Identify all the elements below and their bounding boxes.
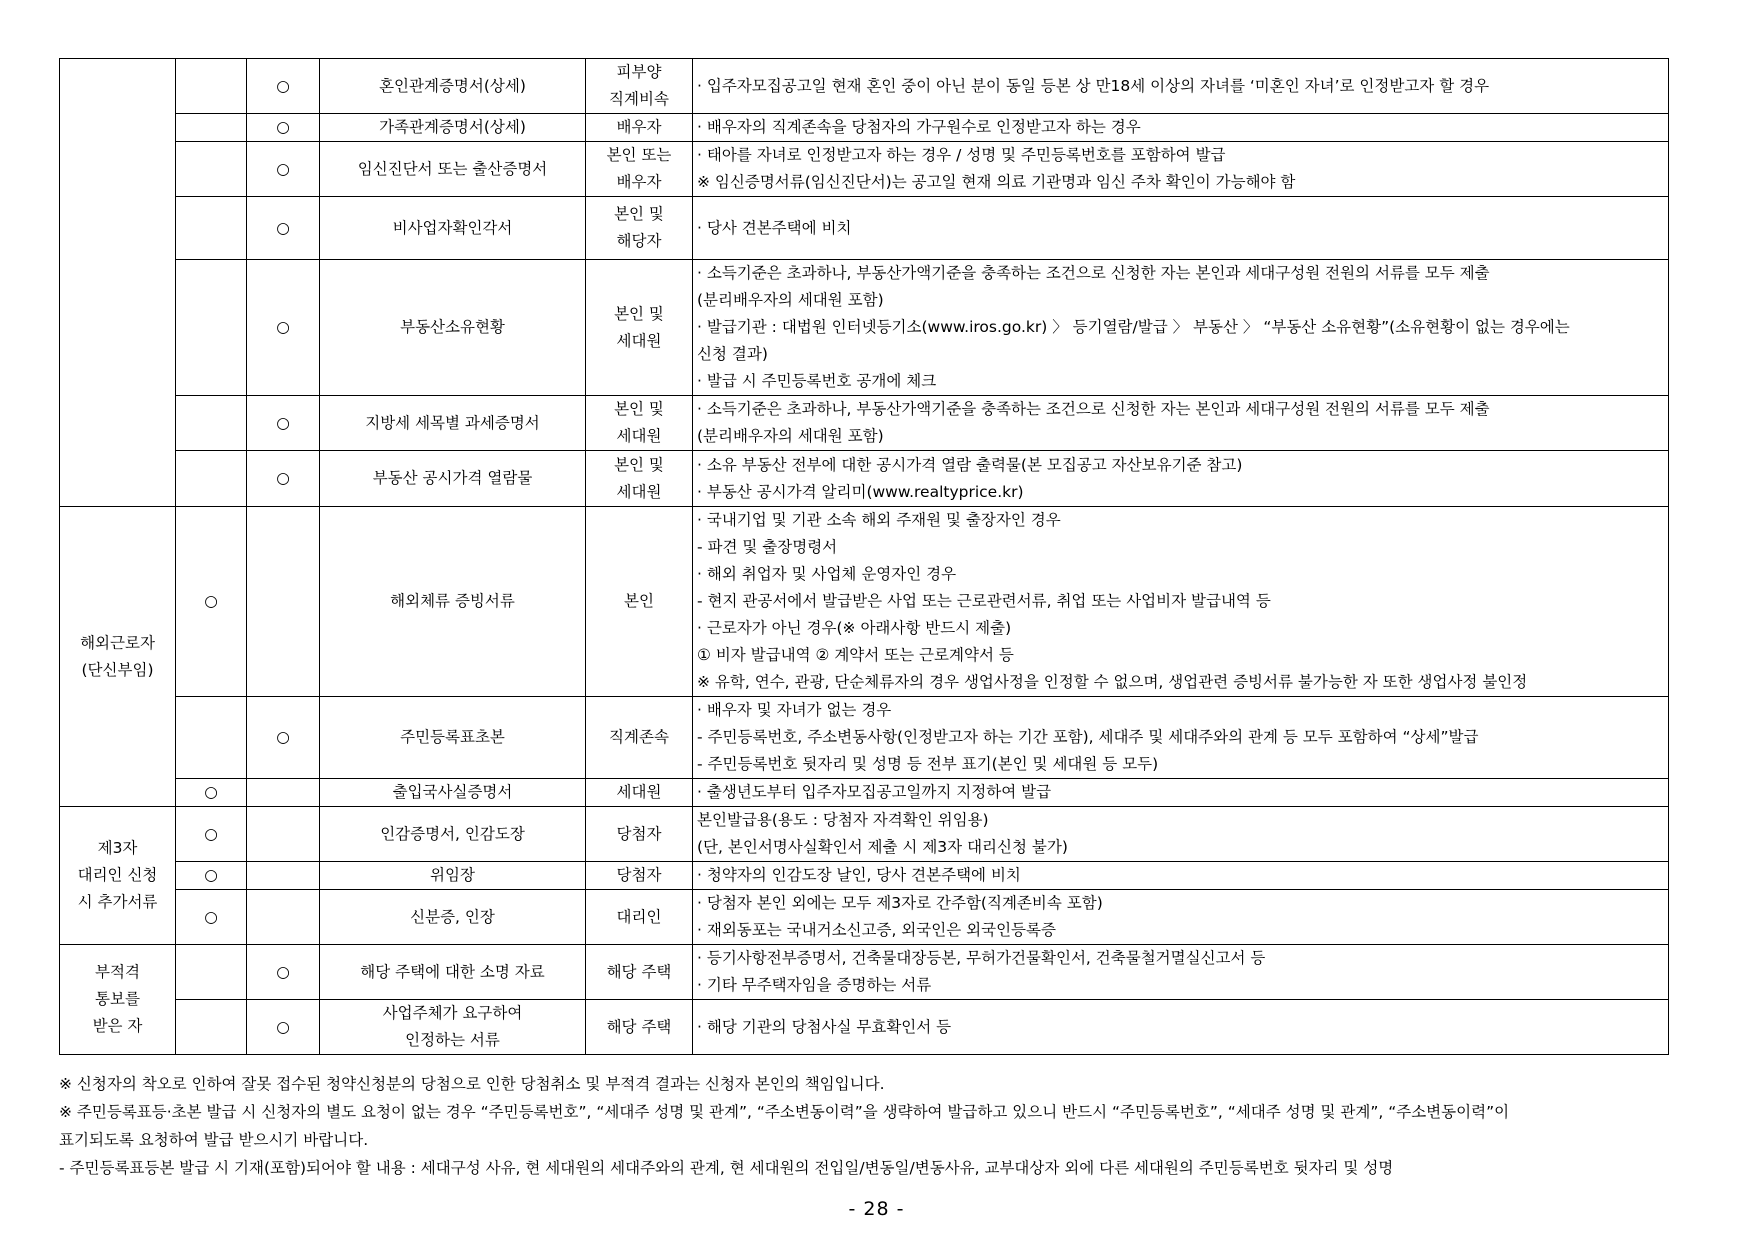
circle-mark: ○ xyxy=(204,592,218,610)
target-line: 본인 및 xyxy=(614,455,664,474)
description-line: (분리배우자의 세대원 포함) xyxy=(697,291,884,309)
table-row xyxy=(60,779,1669,807)
table-row xyxy=(60,697,1669,779)
category-cell-blank xyxy=(60,59,176,507)
description-line: · 당첨자 본인 외에는 모두 제3자로 간주함(직계존비속 포함) xyxy=(697,894,1103,912)
description-line: · 당사 견본주택에 비치 xyxy=(697,218,852,237)
required-mark-cell xyxy=(176,142,247,197)
target-cell xyxy=(586,114,693,142)
category-label-line: 부적격 xyxy=(95,963,140,981)
required-mark-cell xyxy=(176,260,247,396)
description-line: · 출생년도부터 입주자모집공고일까지 지정하여 발급 xyxy=(697,783,1052,801)
document-name-cell xyxy=(320,862,586,890)
document-name: 부동산소유현황 xyxy=(400,318,505,336)
description-cell xyxy=(693,890,1669,945)
target-cell xyxy=(586,59,693,114)
description-cell xyxy=(693,396,1669,451)
document-name-cell xyxy=(320,1000,586,1055)
document-name-cell xyxy=(320,779,586,807)
table-row xyxy=(60,890,1669,945)
description-cell xyxy=(693,142,1669,197)
document-name: 비사업자확인각서 xyxy=(392,218,513,237)
category-label-line: 받은 자 xyxy=(92,1017,143,1035)
document-name: 인감증명서, 인감도장 xyxy=(380,824,525,843)
optional-mark-cell xyxy=(247,142,320,197)
table-row xyxy=(60,451,1669,507)
required-mark-cell xyxy=(176,945,247,1000)
footnote-line: 표기되도록 요청하여 발급 받으시기 바랍니다. xyxy=(59,1131,369,1149)
description-line: · 해외 취업자 및 사업체 운영자인 경우 xyxy=(697,565,957,583)
target-line: 대리인 xyxy=(616,907,662,926)
description-line: · 소득기준은 초과하나, 부동산가액기준을 충족하는 조건으로 신청한 자는 본인과 세대구성원 전원의 서류를 모두 제출 xyxy=(697,264,1490,282)
target-line: 해당 주택 xyxy=(606,962,672,981)
category-label-line: 대리인 신청 xyxy=(77,866,158,884)
description-cell xyxy=(693,779,1669,807)
description-line: - 주민등록번호, 주소변동사항(인정받고자 하는 기간 포함), 세대주 및 세대주와의 관계 등 모두 포함하여 “상세”발급 xyxy=(697,728,1479,746)
circle-mark: ○ xyxy=(276,318,290,336)
footnotes xyxy=(59,1070,1699,1182)
document-name: 임신진단서 또는 출산증명서 xyxy=(357,159,548,178)
document-name-cell xyxy=(320,807,586,862)
optional-mark-cell xyxy=(247,862,320,890)
description-line: · 청약자의 인감도장 날인, 당사 견본주택에 비치 xyxy=(697,866,1021,884)
required-mark-cell xyxy=(176,779,247,807)
document-name-cell xyxy=(320,945,586,1000)
document-name-cell xyxy=(320,142,586,197)
table-row xyxy=(60,807,1669,862)
optional-mark-cell xyxy=(247,59,320,114)
description-line: · 등기사항전부증명서, 건축물대장등본, 무허가건물확인서, 건축물철거멸실신고서 등 xyxy=(697,949,1266,967)
document-name-cell xyxy=(320,197,586,260)
document-name-cell xyxy=(320,396,586,451)
document-name: 가족관계증명서(상세) xyxy=(379,118,526,136)
category-label-line: 제3자 xyxy=(97,839,138,857)
circle-mark: ○ xyxy=(276,76,290,95)
target-cell xyxy=(586,507,693,697)
target-cell xyxy=(586,862,693,890)
description-line: · 부동산 공시가격 알리미(www.realtyprice.kr) xyxy=(697,482,1024,501)
target-line: 본인 xyxy=(624,592,654,610)
table-row xyxy=(60,260,1669,396)
circle-mark: ○ xyxy=(276,218,290,237)
required-mark-cell xyxy=(176,697,247,779)
description-line: 본인발급용(용도 : 당첨자 자격확인 위임용) xyxy=(697,811,989,829)
target-cell xyxy=(586,890,693,945)
document-name-cell xyxy=(320,507,586,697)
description-line: · 재외동포는 국내거소신고증, 외국인은 외국인등록증 xyxy=(697,921,1056,939)
description-line: (단, 본인서명사실확인서 제출 시 제3자 대리신청 불가) xyxy=(697,838,1068,856)
table-row xyxy=(60,114,1669,142)
table-row xyxy=(60,396,1669,451)
document-name-line: 인정하는 서류 xyxy=(405,1031,500,1049)
category-overseas-worker xyxy=(60,507,176,807)
circle-mark: ○ xyxy=(276,159,290,178)
required-mark-cell xyxy=(176,197,247,260)
description-line: · 소유 부동산 전부에 대한 공시가격 열람 출력물(본 모집공고 자산보유기준 참고) xyxy=(697,455,1243,474)
required-mark-cell xyxy=(176,451,247,507)
required-mark-cell xyxy=(176,59,247,114)
circle-mark: ○ xyxy=(204,866,218,884)
description-line: · 해당 기관의 당첨사실 무효확인서 등 xyxy=(697,1017,952,1036)
target-cell xyxy=(586,1000,693,1055)
description-line: · 배우자의 직계존속을 당첨자의 가구원수로 인정받고자 하는 경우 xyxy=(697,118,1141,136)
optional-mark-cell xyxy=(247,114,320,142)
document-name: 출입국사실증명서 xyxy=(392,783,513,801)
description-cell xyxy=(693,862,1669,890)
optional-mark-cell xyxy=(247,396,320,451)
description-line: · 입주자모집공고일 현재 혼인 중이 아닌 분이 동일 등본 상 만18세 이상의 자녀를 ‘미혼인 자녀’로 인정받고자 할 경우 xyxy=(697,76,1490,95)
required-mark-cell xyxy=(176,1000,247,1055)
target-line: 당첨자 xyxy=(616,866,662,884)
document-name: 신분증, 인장 xyxy=(410,907,495,926)
circle-mark: ○ xyxy=(204,783,218,801)
optional-mark-cell xyxy=(247,1000,320,1055)
target-cell xyxy=(586,945,693,1000)
optional-mark-cell xyxy=(247,507,320,697)
table-row xyxy=(60,862,1669,890)
circle-mark: ○ xyxy=(204,907,218,926)
description-cell xyxy=(693,59,1669,114)
target-line: 당첨자 xyxy=(616,824,662,843)
document-name: 혼인관계증명서(상세) xyxy=(379,76,526,95)
optional-mark-cell xyxy=(247,697,320,779)
description-line: ※ 임신증명서류(임신진단서)는 공고일 현재 의료 기관명과 임신 주차 확인이 가능해야 함 xyxy=(697,173,1296,191)
target-cell xyxy=(586,697,693,779)
description-line: - 파견 및 출장명령서 xyxy=(697,538,838,556)
target-cell xyxy=(586,197,693,260)
description-line: 신청 결과) xyxy=(697,345,768,363)
target-cell xyxy=(586,142,693,197)
category-ineligible-notified xyxy=(60,945,176,1055)
target-cell xyxy=(586,396,693,451)
target-line: 세대원 xyxy=(616,331,662,350)
description-line: · 소득기준은 초과하나, 부동산가액기준을 충족하는 조건으로 신청한 자는 본인과 세대구성원 전원의 서류를 모두 제출 xyxy=(697,400,1490,418)
required-mark-cell xyxy=(176,807,247,862)
document-name: 주민등록표초본 xyxy=(400,728,505,746)
category-label-line: 해외근로자 xyxy=(80,633,155,652)
optional-mark-cell xyxy=(247,779,320,807)
optional-mark-cell xyxy=(247,945,320,1000)
description-line: - 현지 관공서에서 발급받은 사업 또는 근로관련서류, 취업 또는 사업비자 발급내역 등 xyxy=(697,592,1271,610)
optional-mark-cell xyxy=(247,260,320,396)
document-name: 위임장 xyxy=(430,866,475,884)
target-line: 세대원 xyxy=(616,427,662,445)
category-label-line: 시 추가서류 xyxy=(77,893,158,911)
description-cell xyxy=(693,114,1669,142)
target-cell xyxy=(586,260,693,396)
circle-mark: ○ xyxy=(276,118,290,136)
target-line: 직계존속 xyxy=(609,728,669,746)
description-line: · 발급기관 : 대법원 인터넷등기소(www.iros.go.kr) 〉 등기열람/발급 〉 부동산 〉 “부동산 소유현황”(소유현황이 없는 경우에는 xyxy=(697,318,1570,336)
optional-mark-cell xyxy=(247,451,320,507)
optional-mark-cell xyxy=(247,197,320,260)
document-name: 지방세 세목별 과세증명서 xyxy=(365,413,540,432)
target-line: 직계비속 xyxy=(609,90,669,108)
table-row xyxy=(60,197,1669,260)
target-line: 피부양 xyxy=(616,63,662,81)
description-line: · 기타 무주택자임을 증명하는 서류 xyxy=(697,976,932,994)
target-line: 본인 및 xyxy=(614,400,664,418)
required-mark-cell xyxy=(176,396,247,451)
document-name-cell xyxy=(320,451,586,507)
description-cell xyxy=(693,697,1669,779)
required-mark-cell xyxy=(176,862,247,890)
target-line: 세대원 xyxy=(616,783,662,801)
document-name: 해외체류 증빙서류 xyxy=(390,592,515,610)
circle-mark: ○ xyxy=(276,728,290,746)
required-mark-cell xyxy=(176,507,247,697)
target-line: 배우자 xyxy=(616,118,662,136)
document-name-cell xyxy=(320,260,586,396)
description-line: ① 비자 발급내역 ② 계약서 또는 근로계약서 등 xyxy=(697,646,1014,664)
circle-mark: ○ xyxy=(276,1017,290,1036)
target-line: 배우자 xyxy=(616,173,662,191)
required-mark-cell xyxy=(176,890,247,945)
description-cell xyxy=(693,807,1669,862)
document-name: 해당 주택에 대한 소명 자료 xyxy=(360,962,545,981)
table-row xyxy=(60,945,1669,1000)
description-line: - 주민등록번호 뒷자리 및 성명 등 전부 표기(본인 및 세대원 등 모두) xyxy=(697,755,1159,773)
document-name-cell xyxy=(320,59,586,114)
description-cell xyxy=(693,260,1669,396)
table-row xyxy=(60,142,1669,197)
target-cell xyxy=(586,807,693,862)
target-line: 해당 주택 xyxy=(606,1017,672,1036)
footnote-line: ※ 신청자의 착오로 인하여 잘못 접수된 청약신청분의 당첨으로 인한 당첨취소 및 부적격 결과는 신청자 본인의 책임입니다. xyxy=(59,1075,885,1093)
table-row xyxy=(60,507,1669,697)
footnote-line: ※ 주민등록표등·초본 발급 시 신청자의 별도 요청이 없는 경우 “주민등록번호”, “세대주 성명 및 관계”, “주소변동이력”을 생략하여 발급하고 있으니 반드시 “주민등록번호”, “세대주 성명 및 관계”, “주소변동이력”이 xyxy=(59,1103,1510,1121)
description-cell xyxy=(693,945,1669,1000)
optional-mark-cell xyxy=(247,807,320,862)
target-line: 본인 및 xyxy=(614,205,664,223)
description-line: · 근로자가 아닌 경우(※ 아래사항 반드시 제출) xyxy=(697,619,1012,637)
target-line: 세대원 xyxy=(616,482,662,501)
description-line: ※ 유학, 연수, 관광, 단순체류자의 경우 생업사정을 인정할 수 없으며, 생업관련 증빙서류 불가능한 자 또한 생업사정 불인정 xyxy=(697,673,1528,691)
target-line: 해당자 xyxy=(616,232,662,250)
description-line: · 발급 시 주민등록번호 공개에 체크 xyxy=(697,372,937,390)
optional-mark-cell xyxy=(247,890,320,945)
document-name-cell xyxy=(320,890,586,945)
description-line: · 국내기업 및 기관 소속 해외 주재원 및 출장자인 경우 xyxy=(697,511,1061,529)
footnote-line: - 주민등록표등본 발급 시 기재(포함)되어야 할 내용 : 세대구성 사유, 현 세대원의 세대주와의 관계, 현 세대원의 전입일/변동일/변동사유, 교부대상자 외에 다른 세대원의 주민등록번호 뒷자리 및 성명 xyxy=(59,1159,1394,1177)
description-cell xyxy=(693,197,1669,260)
description-cell xyxy=(693,451,1669,507)
description-line: · 태아를 자녀로 인정받고자 하는 경우 / 성명 및 주민등록번호를 포함하여 발급 xyxy=(697,146,1226,164)
circle-mark: ○ xyxy=(204,824,218,843)
description-line: · 배우자 및 자녀가 없는 경우 xyxy=(697,701,892,719)
page-number: - 28 - xyxy=(848,1198,905,1220)
circle-mark: ○ xyxy=(276,962,290,981)
document-name-cell xyxy=(320,114,586,142)
circle-mark: ○ xyxy=(276,469,290,487)
target-line: 본인 또는 xyxy=(606,146,672,164)
document-name-cell xyxy=(320,697,586,779)
document-requirements-table xyxy=(59,58,1669,1055)
table-row xyxy=(60,59,1669,114)
description-cell xyxy=(693,507,1669,697)
category-label-line: 통보를 xyxy=(95,990,140,1008)
table-row xyxy=(60,1000,1669,1055)
category-label-line: (단신부임) xyxy=(81,660,154,679)
target-cell xyxy=(586,779,693,807)
circle-mark: ○ xyxy=(276,413,290,432)
document-name-line: 사업주체가 요구하여 xyxy=(382,1004,523,1022)
target-cell xyxy=(586,451,693,507)
category-third-party-proxy xyxy=(60,807,176,945)
required-mark-cell xyxy=(176,114,247,142)
document-name: 부동산 공시가격 열람물 xyxy=(372,469,533,487)
description-cell xyxy=(693,1000,1669,1055)
description-line: (분리배우자의 세대원 포함) xyxy=(697,427,884,445)
target-line: 본인 및 xyxy=(614,304,664,323)
